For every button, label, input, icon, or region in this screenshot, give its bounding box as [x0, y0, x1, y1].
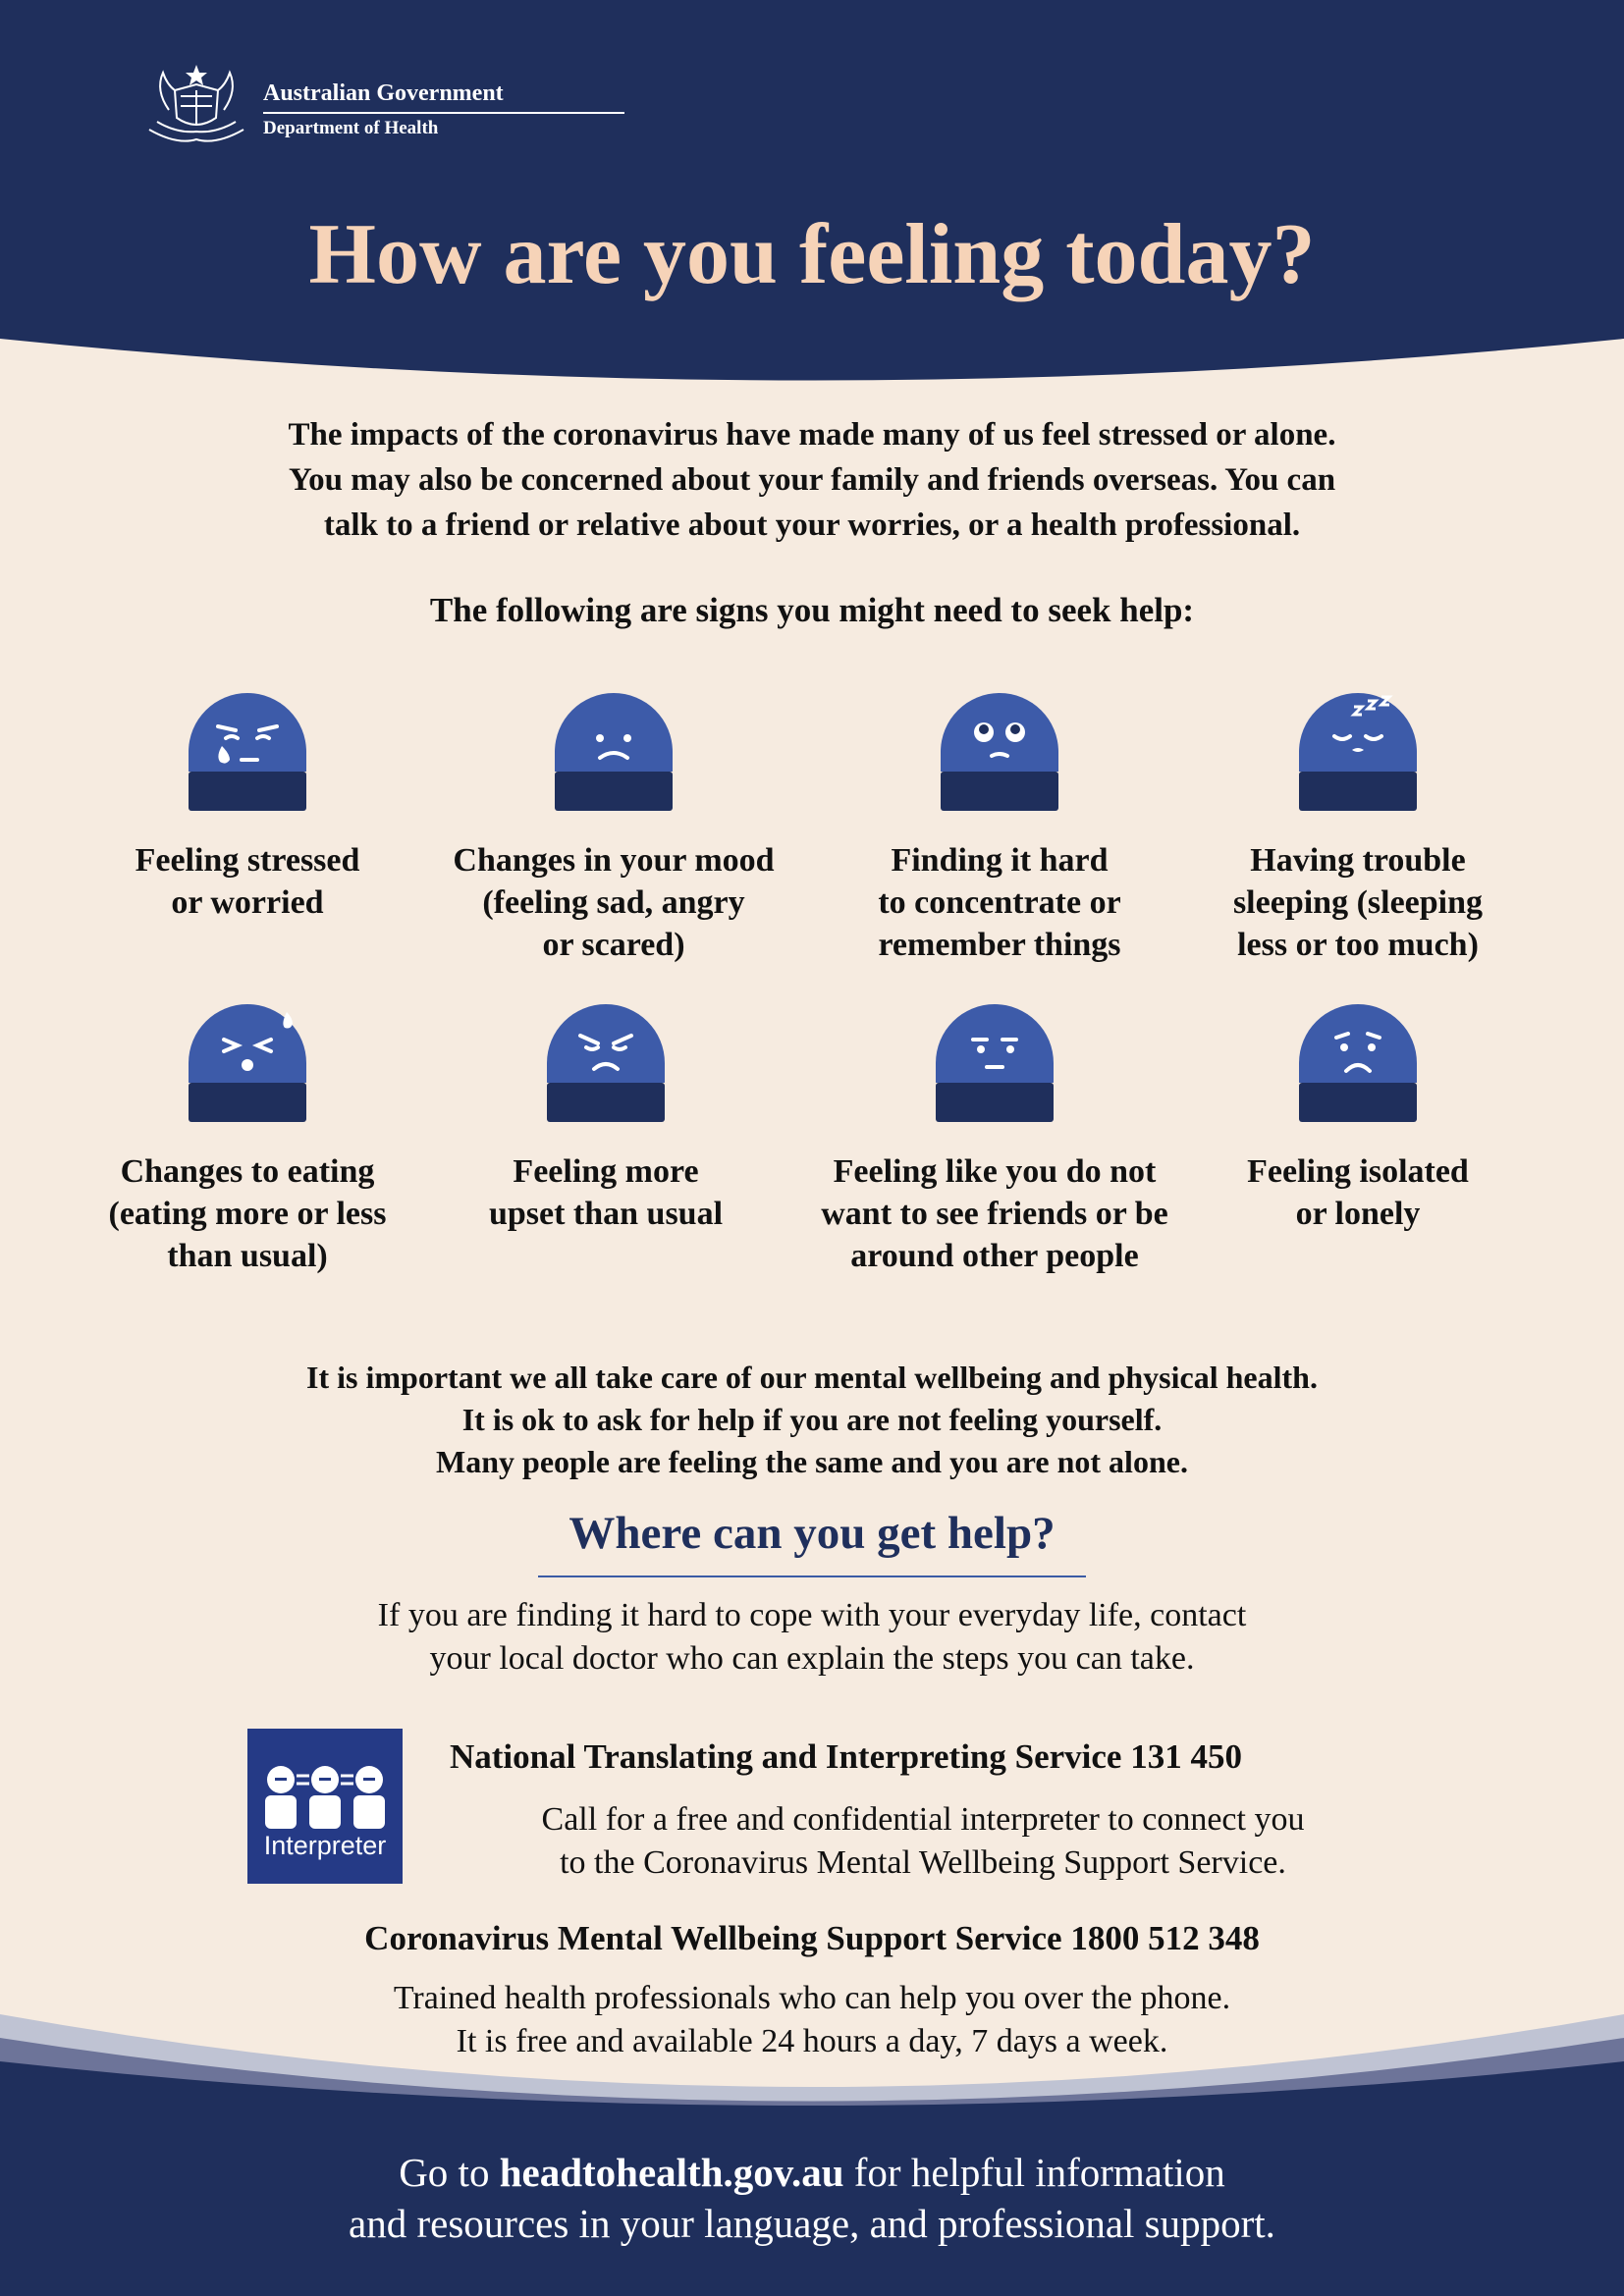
footer-line-1	[0, 2147, 1624, 2198]
confused-face-icon	[941, 693, 1058, 816]
org-name: Australian Government	[263, 80, 504, 106]
footer-message	[0, 2147, 1624, 2249]
sign-label-line: or worried	[171, 884, 324, 921]
footer-prefix: Go to	[399, 2150, 500, 2195]
crying-face-icon	[189, 693, 306, 816]
angry-face-icon	[547, 1004, 665, 1127]
sign-label-line: around other people	[850, 1238, 1139, 1274]
sign-label-line: upset than usual	[488, 1196, 724, 1232]
sign-label-line: or lonely	[1295, 1196, 1421, 1232]
sign-item	[429, 1004, 783, 1235]
tis-line: Call for a free and confidential interpreter to connect you	[541, 1801, 1305, 1838]
footer-line-2: and resources in your language, and professional support.	[349, 2201, 1275, 2246]
sign-item	[818, 1004, 1171, 1277]
dept-name: Department of Health	[263, 118, 439, 138]
government-logo	[137, 61, 504, 149]
wellbeing-line: It is important we all take care of our mental wellbeing and physical health.	[306, 1360, 1318, 1395]
intro-line: talk to a friend or relative about your worries, or a health professional.	[323, 507, 1301, 543]
sign-label-line: Feeling stressed	[135, 842, 360, 879]
footer-suffix: for helpful information	[843, 2150, 1225, 2195]
sign-label-line: (eating more or less	[108, 1196, 387, 1232]
interpreter-badge	[247, 1729, 403, 1884]
headtohealth-link[interactable]: headtohealth.gov.au	[499, 2150, 844, 2195]
sign-label-line: or scared)	[542, 927, 685, 963]
sign-item	[71, 693, 424, 924]
help-line: your local doctor who can explain the steps you can take.	[429, 1640, 1195, 1677]
help-paragraph	[0, 1594, 1624, 1681]
cmwss-description	[0, 1977, 1624, 2063]
interpreter-badge-label: Interpreter	[263, 1831, 387, 1860]
header-banner	[0, 0, 1624, 393]
sign-item	[71, 1004, 424, 1277]
logo-divider	[263, 112, 624, 114]
intro-line: The impacts of the coronavirus have made many of us feel stressed or alone.	[288, 417, 1336, 453]
cmwss-line: It is free and available 24 hours a day, 7 days a week.	[456, 2023, 1168, 2059]
sign-label-line: Feeling isolated	[1247, 1153, 1469, 1190]
wellbeing-line: It is ok to ask for help if you are not feeling yourself.	[461, 1402, 1163, 1437]
help-heading: Where can you get help?	[568, 1508, 1056, 1559]
intro-paragraph	[0, 412, 1624, 548]
sign-label-line: remember things	[878, 927, 1121, 963]
page-title: How are you feeling today?	[308, 207, 1316, 302]
wellbeing-message	[0, 1357, 1624, 1483]
sign-label-line: than usual)	[167, 1238, 328, 1274]
sign-item	[1181, 1004, 1535, 1235]
intro-line: You may also be concerned about your family and friends overseas. You can	[288, 462, 1336, 498]
squinting-face-icon	[189, 1004, 306, 1127]
sign-item	[823, 693, 1176, 966]
wellbeing-line: Many people are feeling the same and you are not alone.	[436, 1444, 1188, 1479]
help-heading-underline	[538, 1575, 1086, 1577]
sleepy-face-icon	[1299, 693, 1417, 816]
sign-label-line: to concentrate or	[878, 884, 1121, 921]
sad-face-icon	[555, 693, 673, 816]
sign-label-line: (feeling sad, angry	[482, 884, 745, 921]
sign-label-line: Changes to eating	[120, 1153, 375, 1190]
sign-label-line: Feeling like you do not	[833, 1153, 1157, 1190]
sign-item	[1181, 693, 1535, 966]
sign-item	[437, 693, 790, 966]
sign-label-line: Finding it hard	[891, 842, 1109, 879]
lonely-face-icon	[1299, 1004, 1417, 1127]
coat-of-arms-icon	[137, 61, 255, 149]
cmwss-line: Trained health professionals who can help you over the phone.	[393, 1980, 1231, 2016]
sign-label-line: Having trouble	[1250, 842, 1466, 879]
sign-label-line: Changes in your mood	[453, 842, 775, 879]
interpreter-people-icon	[247, 1729, 403, 1837]
sign-label-line: want to see friends or be	[821, 1196, 1168, 1232]
help-line: If you are finding it hard to cope with your everyday life, contact	[377, 1597, 1247, 1633]
sign-label-line: less or too much)	[1237, 927, 1479, 963]
tis-line: to the Coronavirus Mental Wellbeing Support Service.	[560, 1844, 1286, 1881]
tis-title: National Translating and Interpreting Service 131 450	[450, 1737, 1242, 1776]
signs-heading: The following are signs you might need to seek help:	[429, 591, 1195, 629]
tis-description	[432, 1798, 1414, 1885]
sign-label-line: Feeling more	[513, 1153, 699, 1190]
withdrawn-face-icon	[936, 1004, 1054, 1127]
cmwss-title: Coronavirus Mental Wellbeing Support Service 1800 512 348	[364, 1919, 1260, 1957]
sign-label-line: sleeping (sleeping	[1232, 884, 1484, 921]
